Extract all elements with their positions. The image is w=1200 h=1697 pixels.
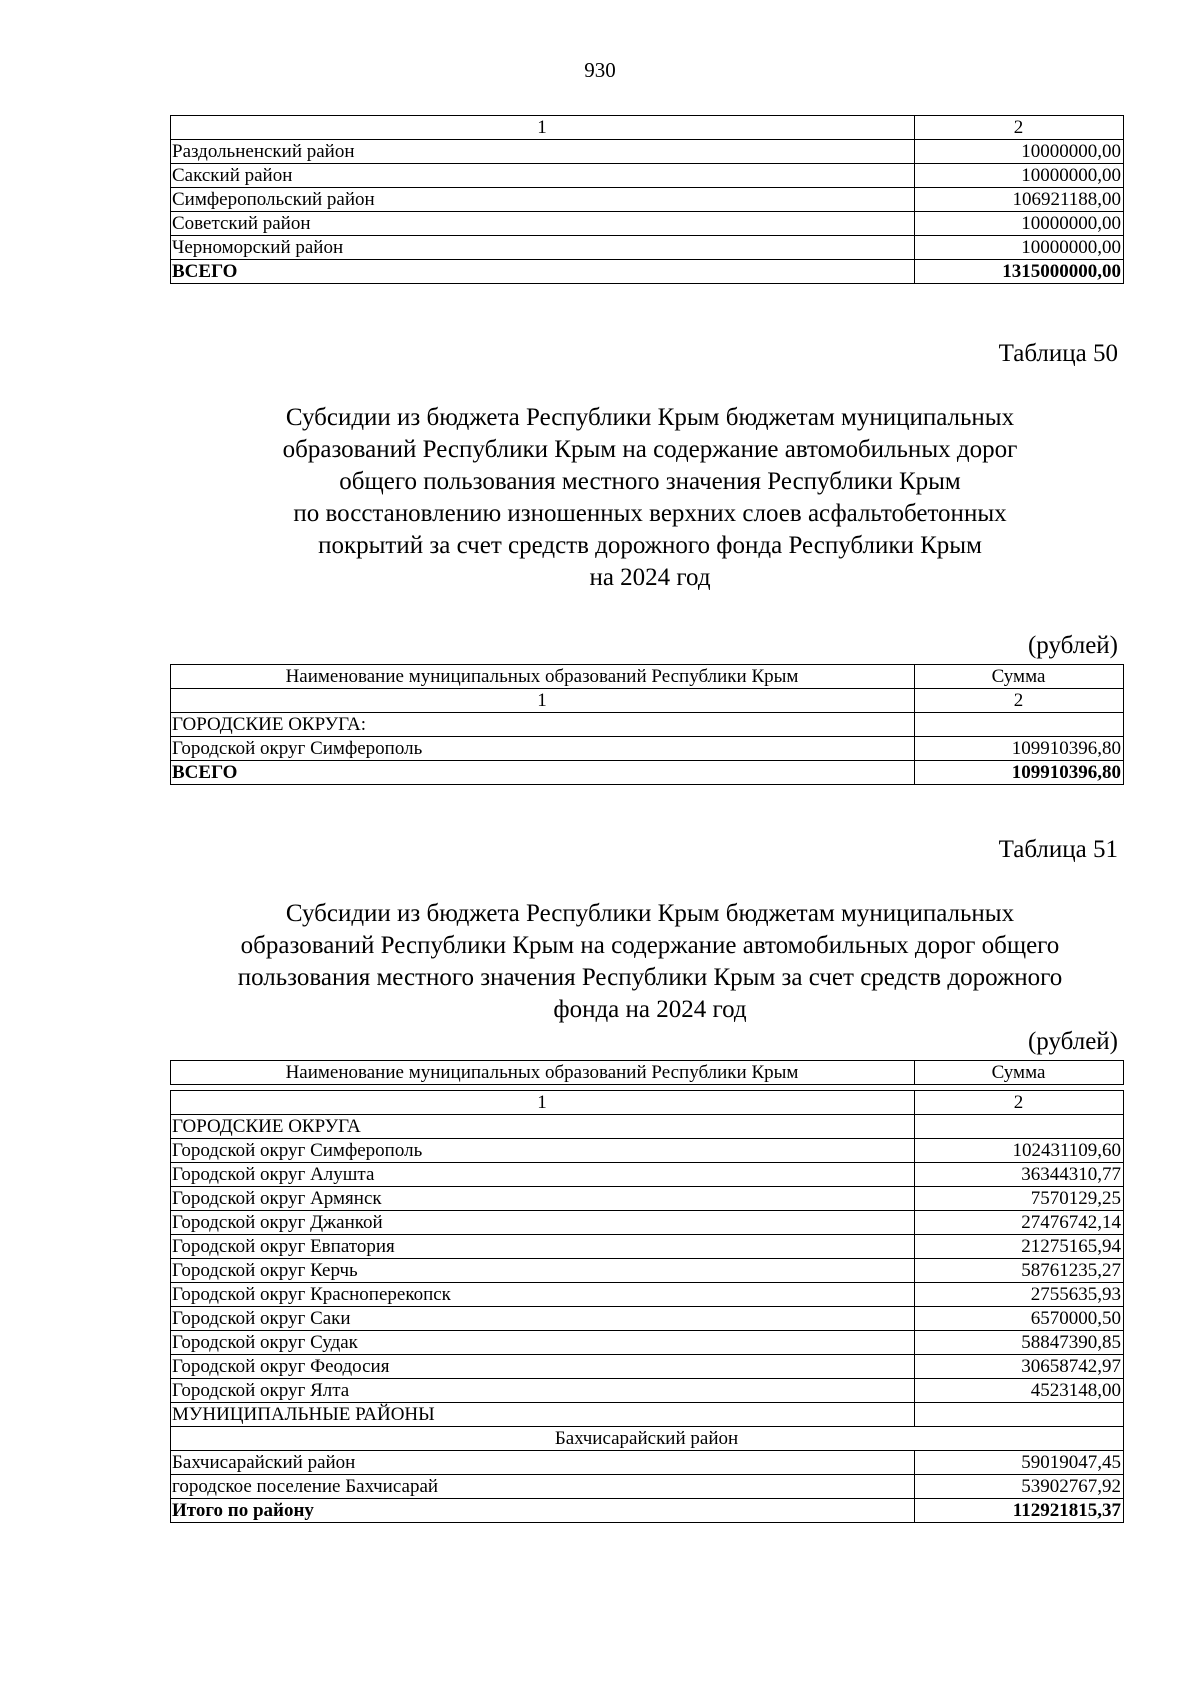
title-line: Субсидии из бюджета Республики Крым бюджетам муниципальных: [285, 404, 1015, 431]
table-row: [171, 212, 1124, 236]
subtotal-label: Итого по району: [171, 1499, 915, 1523]
table-row: [171, 1379, 1124, 1403]
row-name: Городской округ Ялта: [171, 1379, 915, 1403]
table-total-row: [171, 260, 1124, 284]
row-sum: 27476742,14: [915, 1211, 1124, 1235]
row-name: Черноморский район: [171, 236, 915, 260]
section-row: [171, 713, 1124, 737]
row-sum: 58761235,27: [915, 1259, 1124, 1283]
row-sum: 59019047,45: [915, 1451, 1124, 1475]
table-51: [170, 1090, 1124, 1523]
table-row: [171, 1211, 1124, 1235]
table-row: [171, 1331, 1124, 1355]
row-sum: 4523148,00: [915, 1379, 1124, 1403]
row-sum: 30658742,97: [915, 1355, 1124, 1379]
subtotal-sum: 112921815,37: [915, 1499, 1124, 1523]
title-line: общего пользования местного значения Республики Крым: [339, 468, 961, 495]
row-name: Советский район: [171, 212, 915, 236]
section-row: [171, 1115, 1124, 1139]
col-number-1: 1: [171, 116, 915, 140]
table-row: [171, 1451, 1124, 1475]
row-name: Симферопольский район: [171, 188, 915, 212]
row-name: Городской округ Судак: [171, 1331, 915, 1355]
header-sum: Сумма: [915, 1061, 1124, 1085]
row-name: Городской округ Саки: [171, 1307, 915, 1331]
table-row: [171, 164, 1124, 188]
row-sum: 21275165,94: [915, 1235, 1124, 1259]
row-sum: 10000000,00: [915, 212, 1124, 236]
table-header-row: [171, 1061, 1124, 1085]
section-label: ГОРОДСКИЕ ОКРУГА:: [171, 713, 915, 737]
table-row: [171, 188, 1124, 212]
table-row: [171, 1355, 1124, 1379]
row-name: Городской округ Керчь: [171, 1259, 915, 1283]
row-name: Городской округ Джанкой: [171, 1211, 915, 1235]
table-column-numbers: [171, 116, 1124, 140]
table-50: [170, 664, 1124, 785]
row-name: Городской округ Евпатория: [171, 1235, 915, 1259]
row-sum: 106921188,00: [915, 188, 1124, 212]
title-line: образований Республики Крым на содержание автомобильных дорог общего: [240, 932, 1060, 959]
table-51-unit: (рублей): [1027, 1028, 1118, 1055]
table-50-title: [160, 402, 1140, 594]
row-sum: 102431109,60: [915, 1139, 1124, 1163]
section-empty: [915, 713, 1124, 737]
table-continued: [170, 115, 1124, 284]
row-sum: 10000000,00: [915, 164, 1124, 188]
row-name: Бахчисарайский район: [171, 1451, 915, 1475]
table-row: [171, 1259, 1124, 1283]
header-name: Наименование муниципальных образований Республики Крым: [171, 1061, 915, 1085]
header-sum: Сумма: [915, 665, 1124, 689]
col-number-1: 1: [171, 1091, 915, 1115]
row-name: Городской округ Симферополь: [171, 1139, 915, 1163]
col-number-2: 2: [915, 116, 1124, 140]
row-sum: 2755635,93: [915, 1283, 1124, 1307]
table-header-row: [171, 665, 1124, 689]
table-row: [171, 1475, 1124, 1499]
col-number-2: 2: [915, 1091, 1124, 1115]
row-sum: 109910396,80: [915, 737, 1124, 761]
section-label: ГОРОДСКИЕ ОКРУГА: [171, 1115, 915, 1139]
table-row: [171, 1235, 1124, 1259]
table-row: [171, 1187, 1124, 1211]
table-subtotal-row: [171, 1499, 1124, 1523]
table-row: [171, 1307, 1124, 1331]
title-line: на 2024 год: [589, 564, 711, 591]
col-number-1: 1: [171, 689, 915, 713]
district-header-row: [171, 1427, 1124, 1451]
table-row: [171, 1283, 1124, 1307]
row-sum: 53902767,92: [915, 1475, 1124, 1499]
page-number: 930: [584, 58, 616, 82]
row-name: Раздольненский район: [171, 140, 915, 164]
table-row: [171, 1163, 1124, 1187]
total-sum: 109910396,80: [915, 761, 1124, 785]
table-row: [171, 236, 1124, 260]
table-column-numbers: [171, 689, 1124, 713]
row-sum: 10000000,00: [915, 236, 1124, 260]
table-50-label: Таблица 50: [998, 340, 1118, 367]
table-51-label: Таблица 51: [998, 836, 1118, 863]
title-line: пользования местного значения Республики Крым за счет средств дорожного: [237, 964, 1063, 991]
title-line: Субсидии из бюджета Республики Крым бюджетам муниципальных: [285, 900, 1015, 927]
table-row: [171, 1139, 1124, 1163]
row-name: Городской округ Симферополь: [171, 737, 915, 761]
district-header: Бахчисарайский район: [171, 1427, 1124, 1451]
row-name: Городской округ Феодосия: [171, 1355, 915, 1379]
section-empty: [915, 1403, 1124, 1427]
table-total-row: [171, 761, 1124, 785]
table-row: [171, 737, 1124, 761]
section-row: [171, 1403, 1124, 1427]
header-name: Наименование муниципальных образований Республики Крым: [171, 665, 915, 689]
row-sum: 10000000,00: [915, 140, 1124, 164]
total-sum: 1315000000,00: [915, 260, 1124, 284]
title-line: образований Республики Крым на содержание автомобильных дорог: [282, 436, 1018, 463]
table-50-unit: (рублей): [1027, 632, 1118, 659]
row-name: Сакский район: [171, 164, 915, 188]
row-sum: 36344310,77: [915, 1163, 1124, 1187]
total-label: ВСЕГО: [171, 260, 915, 284]
col-number-2: 2: [915, 689, 1124, 713]
section-empty: [915, 1115, 1124, 1139]
table-column-numbers: [171, 1091, 1124, 1115]
row-sum: 58847390,85: [915, 1331, 1124, 1355]
row-name: Городской округ Армянск: [171, 1187, 915, 1211]
section-label: МУНИЦИПАЛЬНЫЕ РАЙОНЫ: [171, 1403, 915, 1427]
row-name: городское поселение Бахчисарай: [171, 1475, 915, 1499]
row-name: Городской округ Красноперекопск: [171, 1283, 915, 1307]
row-sum: 6570000,50: [915, 1307, 1124, 1331]
table-51-title: [160, 898, 1140, 1026]
title-line: покрытий за счет средств дорожного фонда Республики Крым: [318, 532, 982, 559]
title-line: по восстановлению изношенных верхних слоев асфальтобетонных: [293, 500, 1007, 527]
row-name: Городской округ Алушта: [171, 1163, 915, 1187]
total-label: ВСЕГО: [171, 761, 915, 785]
table-51-header: [170, 1060, 1124, 1085]
table-row: [171, 140, 1124, 164]
title-line: фонда на 2024 год: [553, 996, 747, 1023]
row-sum: 7570129,25: [915, 1187, 1124, 1211]
